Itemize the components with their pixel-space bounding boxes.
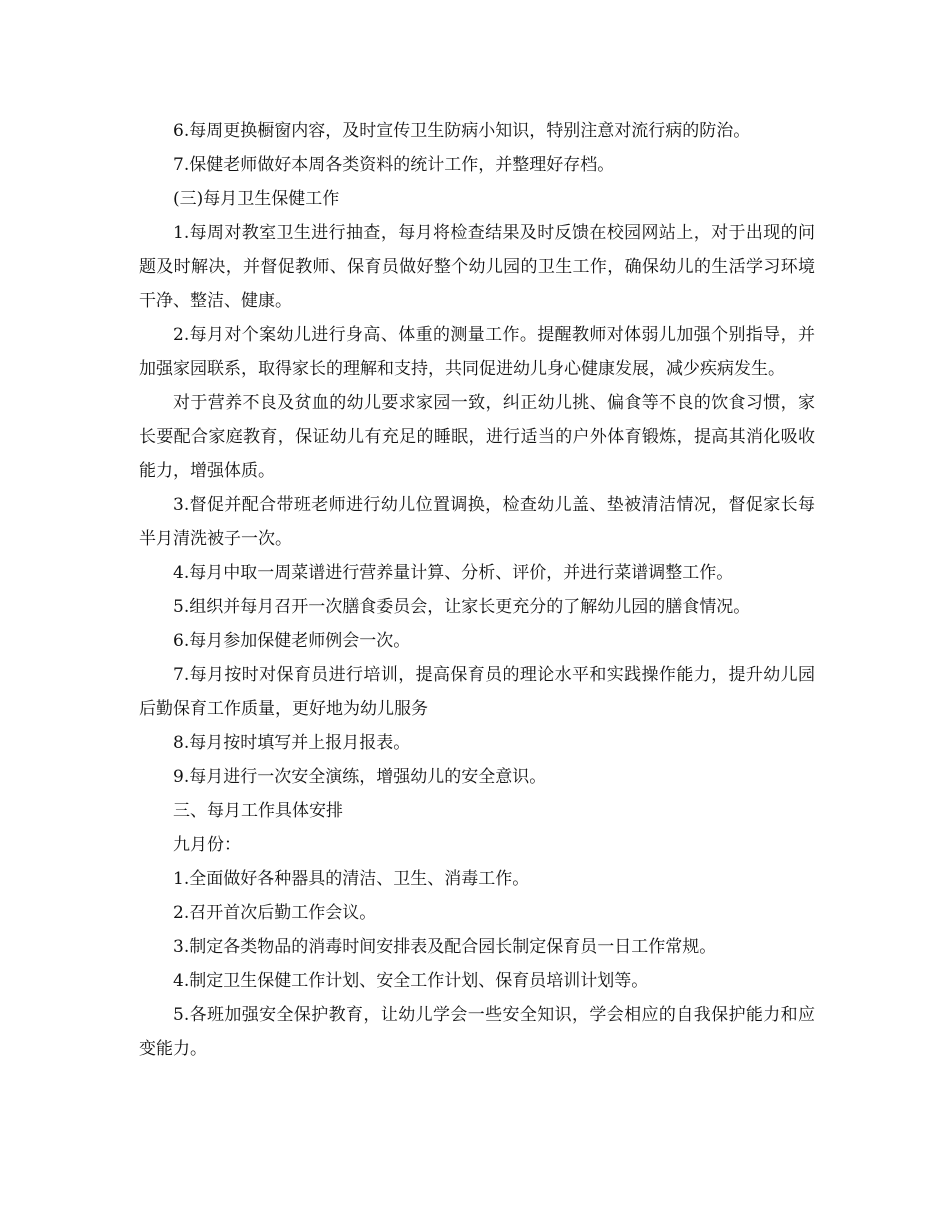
paragraph: 8.每月按时填写并上报月报表。: [173, 733, 411, 753]
paragraph: 2.召开首次后勤工作会议。: [173, 903, 377, 923]
paragraph: 5.组织并每月召开一次膳食委员会，让家长更充分的了解幼儿园的膳食情况。: [173, 597, 751, 617]
paragraph: 3.督促并配合带班老师进行幼儿位置调换，检查幼儿盖、垫被清洁情况，督促家长每半月清洗被子一次。: [139, 495, 815, 549]
paragraph: 7.保健老师做好本周各类资料的统计工作，并整理好存档。: [173, 155, 615, 175]
paragraph: 1.每周对教室卫生进行抽查，每月将检查结果及时反馈在校园网站上，对于出现的问题及时解决，并督促教师、保育员做好整个幼儿园的卫生工作，确保幼儿的生活学习环境干净、整洁、健康。: [139, 223, 815, 311]
paragraph: 3.制定各类物品的消毒时间安排表及配合园长制定保育员一日工作常规。: [173, 937, 717, 957]
section-heading: (三)每月卫生保健工作: [173, 189, 340, 209]
paragraph: 对于营养不良及贫血的幼儿要求家园一致，纠正幼儿挑、偏食等不良的饮食习惯，家长要配合家庭教育，保证幼儿有充足的睡眠，进行适当的户外体育锻炼，提高其消化吸收能力，增强体质。: [139, 393, 815, 481]
paragraph: 6.每周更换橱窗内容，及时宣传卫生防病小知识，特别注意对流行病的防治。: [173, 121, 751, 141]
paragraph: 5.各班加强安全保护教育，让幼儿学会一些安全知识，学会相应的自我保护能力和应变能力。: [139, 1005, 815, 1059]
section-heading: 三、每月工作具体安排: [173, 801, 343, 821]
paragraph: 2.每月对个案幼儿进行身高、体重的测量工作。提醒教师对体弱儿加强个别指导，并加强家园联系，取得家长的理解和支持，共同促进幼儿身心健康发展，减少疾病发生。: [139, 325, 815, 379]
month-heading: 九月份：: [173, 835, 241, 855]
paragraph: 6.每月参加保健老师例会一次。: [173, 631, 411, 651]
paragraph: 7.每月按时对保育员进行培训，提高保育员的理论水平和实践操作能力，提升幼儿园后勤保育工作质量，更好地为幼儿服务: [139, 665, 815, 719]
paragraph: 4.制定卫生保健工作计划、安全工作计划、保育员培训计划等。: [173, 971, 649, 991]
document-body: [139, 114, 815, 1066]
paragraph: 4.每月中取一周菜谱进行营养量计算、分析、评价，并进行菜谱调整工作。: [173, 563, 734, 583]
paragraph: 9.每月进行一次安全演练，增强幼儿的安全意识。: [173, 767, 547, 787]
paragraph: 1.全面做好各种器具的清洁、卫生、消毒工作。: [173, 869, 530, 889]
